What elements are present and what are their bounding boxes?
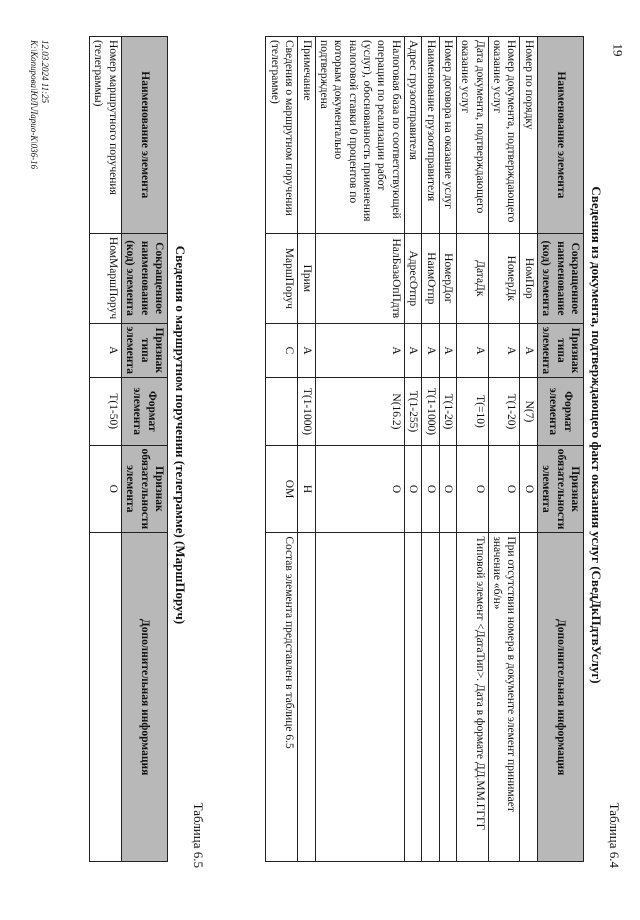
table-cell: Сведения о маршрутном поручении (телеграмме): [266, 37, 298, 234]
table-cell: НомМаршПоруч: [90, 233, 122, 323]
table-6-4-header-row: [537, 37, 583, 862]
footer-path: К:\Копирова\ЮЛ\Ларио-К\036-16: [29, 40, 40, 170]
table-row: [266, 37, 298, 862]
table-cell: N(7): [520, 378, 537, 446]
table-row: [439, 37, 456, 862]
table-cell: Номер маршрутного поручения (телеграммы): [90, 37, 122, 234]
table-cell: НомерДк: [488, 233, 520, 323]
table-cell: [90, 533, 122, 862]
table-cell: Адрес грузоотправителя: [404, 37, 421, 234]
table-cell: Номер договора на оказание услуг: [439, 37, 456, 234]
table-cell: Т(1-20): [488, 378, 520, 446]
header-cell: Сокращенное наименование (код) элемента: [121, 233, 167, 323]
table-cell: А: [298, 323, 315, 377]
table-row: [422, 37, 439, 862]
table-cell: Прим: [298, 233, 315, 323]
table-cell: Т(=10): [457, 378, 489, 446]
table-cell: Примечание: [298, 37, 315, 234]
table-cell: Налоговая база по соответствующей операции по реализации работ (услуг), обоснованность применения налоговой ставки 0 процентов по которым документально подтверждена: [315, 37, 404, 234]
header-cell: Формат элемента: [537, 378, 583, 446]
table-cell: А: [439, 323, 456, 377]
table-row: [315, 37, 404, 862]
header-cell: Признак обязательности элемента: [121, 445, 167, 533]
table-cell: НалБазаОпПдтв: [315, 233, 404, 323]
table-cell: Дата документа, подтверждающего оказание услуг: [457, 37, 489, 234]
table-cell: О: [90, 445, 122, 533]
table-cell: А: [90, 323, 122, 377]
table-cell: АдресОтпр: [404, 233, 421, 323]
header-cell: Наименование элемента: [537, 37, 583, 234]
table-cell: Н: [298, 445, 315, 533]
table-cell: О: [457, 445, 489, 533]
table-cell: А: [315, 323, 404, 377]
header-cell: Признак типа элемента: [537, 323, 583, 377]
table-row: [520, 37, 537, 862]
table-cell: N(16.2): [315, 378, 404, 446]
table-cell: Т(1-20): [439, 378, 456, 446]
table-cell: О: [404, 445, 421, 533]
table-cell: НомерДог: [439, 233, 456, 323]
table-cell: Номер по порядку: [520, 37, 537, 234]
table-cell: О: [422, 445, 439, 533]
footer-date: 12.03.2024 11:25: [40, 40, 50, 104]
table-cell: НаимОтпр: [422, 233, 439, 323]
table-cell: ОМ: [266, 445, 298, 533]
table-6-5-title: Сведения о маршрутном поручении (телеграмме) (МаршПоруч): [173, 245, 188, 625]
table-row: [404, 37, 421, 862]
table-cell: [404, 533, 421, 862]
table-cell: Т(1-1000): [422, 378, 439, 446]
table-cell: О: [520, 445, 537, 533]
header-cell: Дополнительная информация: [537, 533, 583, 862]
table-cell: [266, 378, 298, 446]
table-6-4-title: Сведения из документа, подтверждающего факт оказания услуг (СведДкПдтвУслуг): [589, 186, 604, 684]
table-cell: [298, 533, 315, 862]
header-cell: Признак типа элемента: [121, 323, 167, 377]
table-cell: [439, 533, 456, 862]
table-6-5-header-row: [121, 37, 167, 862]
table-cell: [315, 533, 404, 862]
table-cell: О: [488, 445, 520, 533]
table-cell: Т(1-255): [404, 378, 421, 446]
table-cell: А: [404, 323, 421, 377]
table-6-4-number: Таблица 6.4: [607, 802, 622, 868]
table-cell: ДатаДк: [457, 233, 489, 323]
table-6-5: [89, 36, 168, 862]
table-cell: О: [439, 445, 456, 533]
table-6-5-number: Таблица 6.5: [191, 802, 206, 868]
header-cell: Дополнительная информация: [121, 533, 167, 862]
table-cell: МаршПоруч: [266, 233, 298, 323]
table-cell: Т(1-1000): [298, 378, 315, 446]
table-cell: Типовой элемент <ДатаТип>. Дата в формате ДД.ММ.ГГГГ: [457, 533, 489, 862]
table-cell: Наименование грузоотправителя: [422, 37, 439, 234]
table-cell: Т(1-50): [90, 377, 122, 445]
table-cell: А: [457, 323, 489, 377]
table-cell: При отсутствии номера в документе элемент принимает значение «б/н»: [488, 533, 520, 862]
table-cell: А: [422, 323, 439, 377]
table-cell: НомПор: [520, 233, 537, 323]
page-number: 19: [610, 43, 626, 57]
table-cell: А: [520, 323, 537, 377]
footer-stamp: [28, 40, 50, 169]
table-6-4: [266, 36, 585, 862]
table-row: [90, 37, 122, 862]
table-row: [298, 37, 315, 862]
table-row: [457, 37, 489, 862]
table-cell: О: [315, 445, 404, 533]
table-cell: А: [488, 323, 520, 377]
table-row: [488, 37, 520, 862]
header-cell: Формат элемента: [121, 377, 167, 445]
table-cell: Номер документа, подтверждающего оказание услуг: [488, 37, 520, 234]
header-cell: Признак обязательности элемента: [537, 445, 583, 533]
table-cell: Состав элемента представлен в таблице 6.5: [266, 533, 298, 862]
table-cell: [520, 533, 537, 862]
table-cell: С: [266, 323, 298, 377]
header-cell: Наименование элемента: [121, 37, 167, 234]
header-cell: Сокращенное наименование (код) элемента: [537, 233, 583, 323]
table-cell: [422, 533, 439, 862]
